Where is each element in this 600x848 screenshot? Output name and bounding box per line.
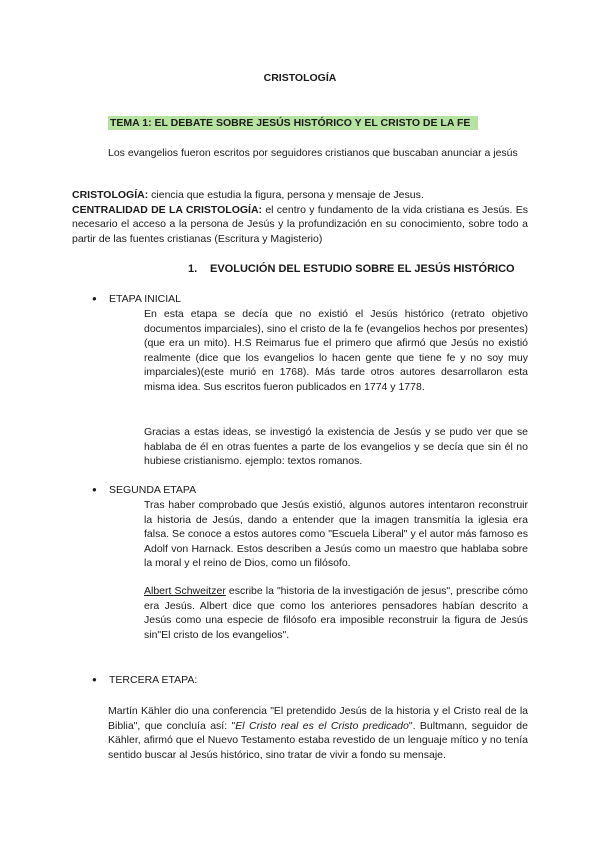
tercera-etapa-text-b: ". Bultmann, seguidor de Kähler, afirmó que el Nuevo Testamento estaba revestido de un lenguaje mítico y no tenía sentido buscar al Jesús histórico, sino tratar de vivir a fondo su mensaje. (108, 719, 528, 761)
bullet-dot-icon: ● (92, 485, 97, 494)
definitions-paragraph (72, 188, 528, 246)
intro-paragraph: Los evangelios fueron escritos por seguidores cristianos que buscaban anunciar a jesús (108, 147, 518, 159)
segunda-etapa-paragraph-2 (144, 584, 528, 642)
cristologia-term: CRISTOLOGÍA: (72, 189, 149, 201)
albert-schweitzer-name: Albert Schweitzer (144, 585, 226, 597)
etapa-inicial-label: ETAPA INICIAL (109, 293, 181, 305)
bullet-tercera-etapa (92, 674, 197, 686)
bullet-dot-icon: ● (92, 675, 97, 684)
document-title: CRISTOLOGÍA (263, 72, 337, 84)
bullet-dot-icon: ● (92, 294, 97, 303)
tercera-etapa-quote: El Cristo real es el Cristo predicado (235, 719, 409, 732)
tema-heading-highlighted: TEMA 1: EL DEBATE SOBRE JESÚS HISTÓRICO Y EL CRISTO DE LA FE (108, 116, 478, 130)
etapa-inicial-paragraph-2: Gracias a estas ideas, se investigó la existencia de Jesús y se pudo ver que se hablaba de él en otras fuentes a parte de los evangelios y se decía que sin él no hubiese cristianismo. ejemplo: textos romanos. (144, 426, 528, 468)
centralidad-definition: el centro y fundamento de la vida cristiana es Jesús. Es necesario el acceso a la persona de Jesús y la profundización en su conocimiento, sobre todo a partir de las fuentes cristianas (Escritura y Magisterio) (72, 203, 528, 245)
segunda-etapa-label: SEGUNDA ETAPA (109, 484, 197, 496)
segunda-etapa-paragraph-1: Tras haber comprobado que Jesús existió, algunos autores intentaron reconstruir la historia de Jesús, dando a entender que la imagen transmitía la iglesia era falsa. Se conoce a estos autores como "Escuela Liberal" y el autor más famoso es Adolf von Harnack. Estos describen a Jesús como un maestro que hablaba sobre la moral y el reino de Dios, como un filósofo. (144, 499, 528, 570)
tercera-etapa-paragraph (108, 704, 528, 762)
etapa-inicial-paragraph-1: En esta etapa se decía que no existió el Jesús histórico (retrato objetivo documentos imparciales), sino el cristo de la fe (evangelios hechos por presentes)(que era un mito). H.S Reimarus fue el primero que afirmó que Jesús no existió realmente (dice que los evangelios lo hacen gente que tiene fe y no soy muy imparciales)(este murió en 1768). Más tarde otros autores desarrollaron esta misma idea. Sus escritos fueron publicados en 1774 y 1778. (144, 308, 528, 393)
tercera-etapa-label: TERCERA ETAPA: (109, 674, 198, 686)
bullet-segunda-etapa (92, 484, 196, 496)
tercera-etapa-text-a: Martín Kähler dio una conferencia "El pretendido Jesús de la historia y el Cristo real de la Biblia", que concluía así: " (108, 705, 528, 732)
section-number: 1. (188, 263, 198, 275)
bullet-etapa-inicial (92, 293, 181, 305)
centralidad-term: CENTRALIDAD DE LA CRISTOLOGÍA: (72, 203, 263, 216)
section-heading (188, 263, 515, 275)
cristologia-definition: ciencia que estudia la figura, persona y mensaje de Jesus. (148, 189, 424, 201)
segunda-etapa-p2-text: escribe la "historia de la investigación de jesus", prescribe cómo era Jesús. Albert dice que como los anteriores pensadores habían descrito a Jesús como una especie de filósofo era imposible reconstruir la figura de Jesús sin"El cristo de los evangelios". (144, 585, 528, 641)
section-title: EVOLUCIÓN DEL ESTUDIO SOBRE EL JESÚS HISTÓRICO (210, 263, 515, 275)
